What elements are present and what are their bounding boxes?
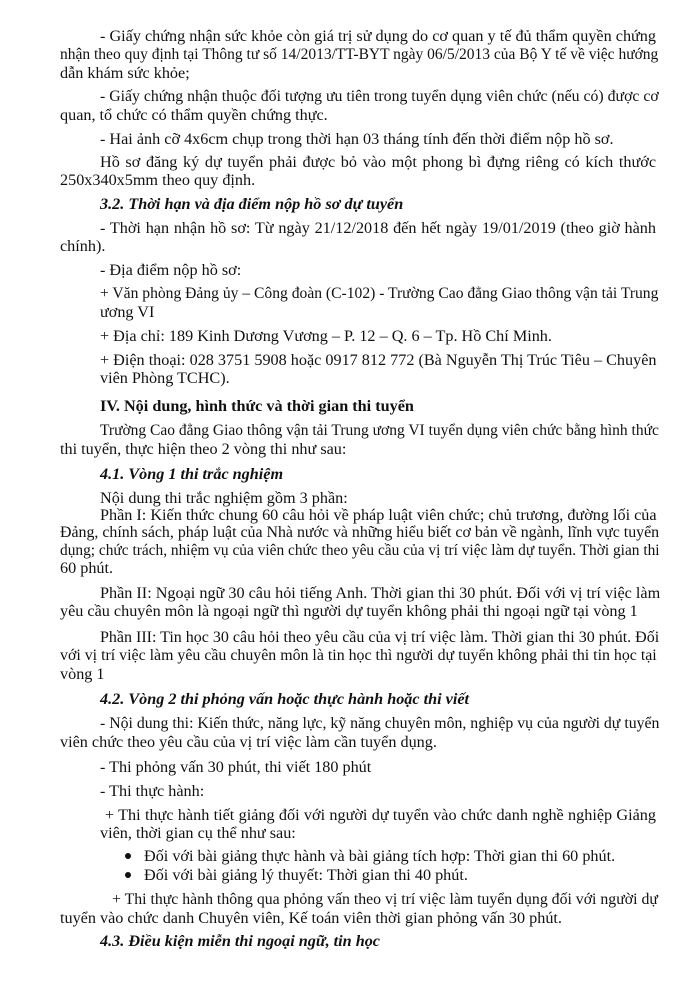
- paragraph-envelope-line: Hồ sơ đăng ký dự tuyển phải được bỏ vào một phong bì đựng riêng có kích thước: [100, 153, 656, 171]
- paragraph-priority-certificate-line: - Giấy chứng nhận thuộc đối tượng ưu tiên trong tuyển dụng viên chức (nếu có) được cơ: [100, 88, 659, 105]
- heading-section-iv: IV. Nội dung, hình thức và thời gian thi tuyển: [100, 397, 414, 415]
- bullet-item: Đối với bài giảng thực hành và bài giảng tích hợp: Thời gian thi 60 phút.: [144, 847, 616, 865]
- paragraph-deadline-line: - Thời hạn nhận hồ sơ: Từ ngày 21/12/2018 đến hết ngày 19/01/2019 (theo giờ hành: [100, 219, 656, 237]
- bullet-icon: [125, 872, 131, 878]
- paragraph-part-1-line: dụng; chức trách, nhiệm vụ của viên chức theo yêu cầu của vị trí việc làm dự tuyển. Thời gian thi: [60, 542, 660, 559]
- paragraph-phone-line: viên Phòng TCHC).: [100, 369, 230, 387]
- bullet-item: Đối với bài giảng lý thuyết: Thời gian thi 40 phút.: [144, 866, 468, 884]
- paragraph-part-3-line: vòng 1: [60, 665, 105, 683]
- paragraph-part-3-line: với vị trí việc làm yêu cầu chuyên môn là tin học thì người dự tuyển không phải thi tin học tại: [60, 647, 657, 664]
- paragraph-phone-line: + Điện thoại: 028 3751 5908 hoặc 0917 812 772 (Bà Nguyễn Thị Trúc Tiêu – Chuyên: [100, 351, 657, 369]
- heading-4-2: 4.2. Vòng 2 thi phỏng vấn hoặc thực hành hoặc thi viết: [100, 690, 470, 708]
- paragraph-teaching-practice-line: + Thi thực hành tiết giảng đối với người dự tuyển vào chức danh nghề nghiệp Giảng: [105, 806, 656, 824]
- paragraph-intro-line: thi tuyển, thực hiện theo 2 vòng thi như sau:: [60, 440, 347, 458]
- paragraph-office-line: + Văn phòng Đảng ủy – Công đoàn (C-102) - Trường Cao đẳng Giao thông vận tải Trung: [100, 285, 659, 302]
- paragraph-test-parts: Nội dung thi trắc nghiệm gồm 3 phần:: [100, 489, 348, 507]
- paragraph-photos: - Hai ảnh cỡ 4x6cm chụp trong thời hạn 03 tháng tính đến thời điểm nộp hồ sơ.: [100, 130, 614, 148]
- paragraph-intro-line: Trường Cao đẳng Giao thông vận tải Trung ương VI tuyển dụng viên chức bằng hình thức: [100, 422, 659, 439]
- paragraph-part-2-line: Phần II: Ngoại ngữ 30 câu hỏi tiếng Anh. Thời gian thi 30 phút. Đối với vị trí việc làm: [100, 584, 661, 602]
- paragraph-deadline-line: chính).: [60, 237, 106, 255]
- paragraph-part-2-line: yêu cầu chuyên môn là ngoại ngữ thì người dự tuyển không phải thi ngoại ngữ tại vòng 1: [60, 602, 638, 620]
- heading-3-2: 3.2. Thời hạn và địa điểm nộp hồ sơ dự tuyển: [100, 195, 404, 213]
- paragraph-location-label: - Địa điểm nộp hồ sơ:: [100, 261, 242, 279]
- paragraph-round2-content-line: - Nội dung thi: Kiến thức, năng lực, kỹ năng chuyên môn, nghiệp vụ của người dự tuyển: [100, 715, 660, 732]
- heading-4-3: 4.3. Điều kiện miễn thi ngoại ngữ, tin học: [100, 932, 380, 950]
- paragraph-part-1-line: Đảng, chính sách, pháp luật của Nhà nước và những hiểu biết cơ bản về ngành, lĩnh vực tuyển: [60, 524, 660, 541]
- paragraph-address: + Địa chỉ: 189 Kinh Dương Vương – P. 12 – Q. 6 – Tp. Hồ Chí Minh.: [100, 327, 552, 345]
- paragraph-office-line: ương VI: [100, 303, 155, 321]
- heading-4-1: 4.1. Vòng 1 thi trắc nghiệm: [100, 465, 284, 483]
- paragraph-interview-time: - Thi phỏng vấn 30 phút, thi viết 180 phút: [100, 758, 372, 776]
- paragraph-envelope-line: 250x340x5mm theo quy định.: [60, 171, 256, 189]
- paragraph-interview-practice-line: + Thi thực hành thông qua phỏng vấn theo vị trí việc làm tuyển dụng đối với người dự: [112, 891, 658, 908]
- paragraph-part-3-line: Phần III: Tin học 30 câu hỏi theo yêu cầu của vị trí việc làm. Thời gian thi 30 phút. Đối: [100, 629, 660, 646]
- paragraph-priority-certificate-line: quan, tổ chức có thẩm quyền chứng thực.: [60, 106, 328, 124]
- paragraph-health-certificate-line: nhận theo quy định tại Thông tư số 14/2013/TT-BYT ngày 06/5/2013 của Bộ Y tế về việc hướng: [60, 46, 659, 63]
- paragraph-round2-content-line: viên chức theo yêu cầu của vị trí việc làm cần tuyển dụng.: [60, 733, 437, 751]
- paragraph-health-certificate-line: - Giấy chứng nhận sức khỏe còn giá trị sử dụng do cơ quan y tế đủ thẩm quyền chứng: [100, 27, 656, 45]
- paragraph-part-1-line: Phần I: Kiến thức chung 60 câu hỏi về pháp luật viên chức; chủ trương, đường lối của: [100, 506, 657, 524]
- paragraph-practice-label: - Thi thực hành:: [100, 782, 205, 800]
- bullet-icon: [125, 853, 131, 859]
- paragraph-part-1-line: 60 phút.: [60, 559, 114, 577]
- paragraph-teaching-practice-line: viên, thời gian cụ thể như sau:: [100, 824, 296, 842]
- paragraph-health-certificate-line: dẫn khám sức khỏe;: [60, 64, 190, 82]
- paragraph-interview-practice-line: tuyển vào chức danh Chuyên viên, Kế toán viên thời gian phỏng vấn 30 phút.: [60, 909, 562, 927]
